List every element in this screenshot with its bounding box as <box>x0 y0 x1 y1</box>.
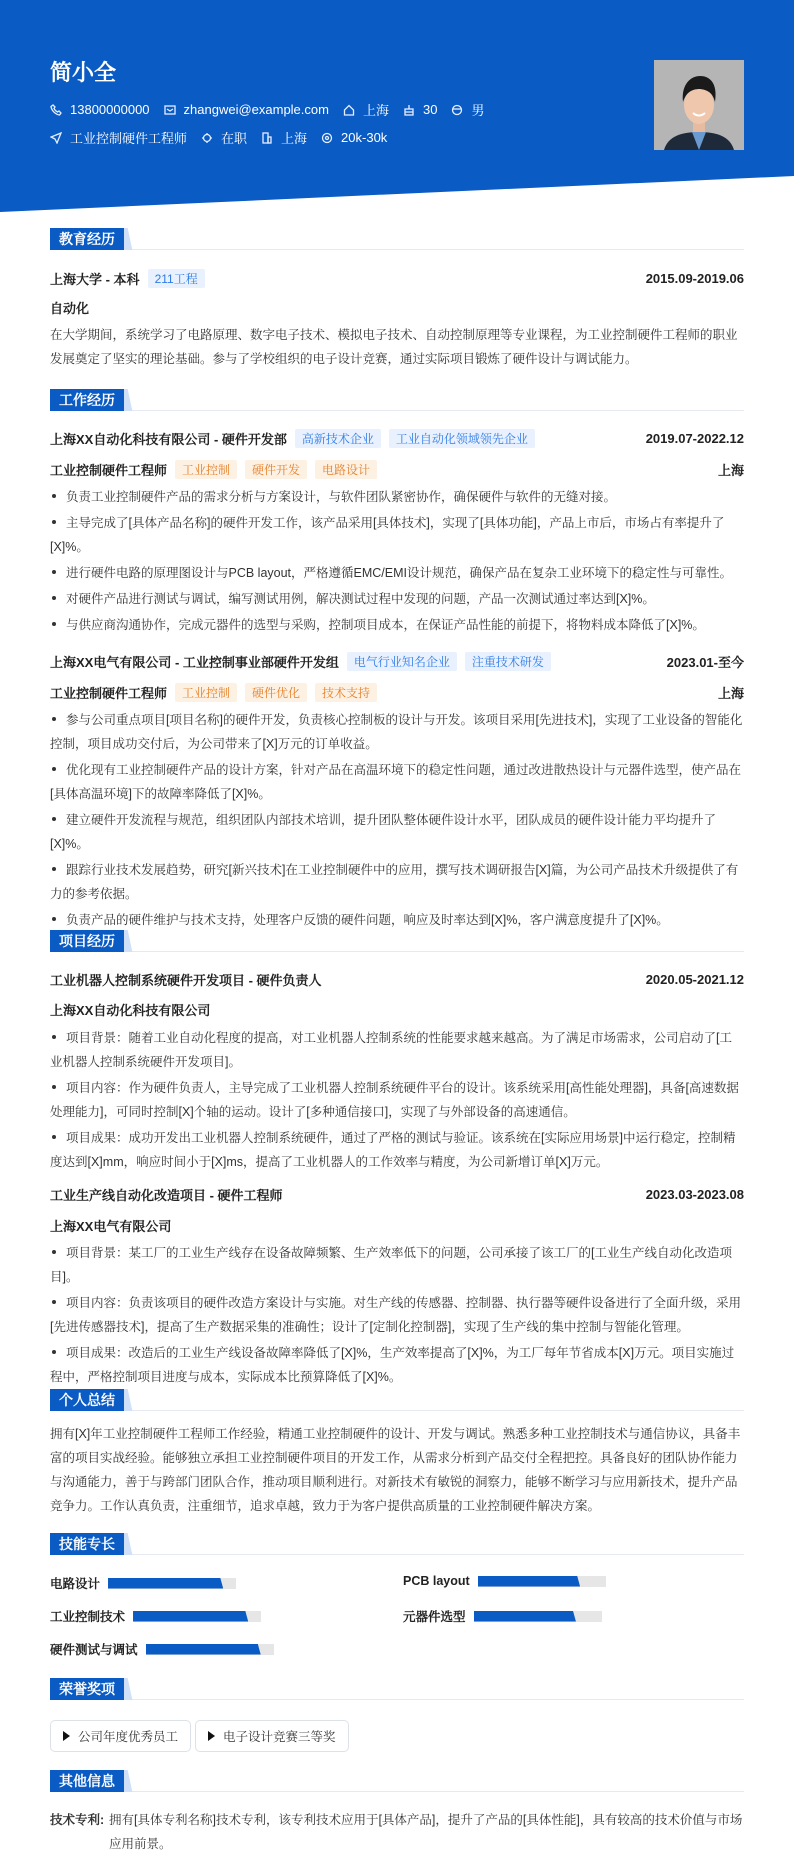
send-icon <box>50 132 62 144</box>
skill-tag: 电路设计 <box>315 460 377 479</box>
school: 上海大学 - 本科 <box>50 271 140 287</box>
skill-tag: 技术支持 <box>315 683 377 702</box>
job-bullets <box>50 485 744 639</box>
project-header <box>50 969 744 989</box>
project-name: 工业生产线自动化改造项目 - 硬件工程师 <box>50 1187 283 1203</box>
list-item: 主导完成了[具体产品名称]的硬件开发工作，该产品采用[具体技术]，实现了[具体功能]，产品上市后，市场占有率提升了[X]%。 <box>50 516 725 554</box>
list-item: 与供应商沟通协作，完成元器件的选型与采购，控制项目成本，在保证产品性能的前提下，将物料成本降低了[X]%。 <box>50 613 744 637</box>
skill-item <box>50 1640 274 1658</box>
project-company <box>50 1215 744 1235</box>
job-intent-row <box>50 128 401 147</box>
skill-bar <box>474 1611 602 1622</box>
skill-item <box>403 1607 602 1625</box>
job-role: 工业控制硬件工程师 <box>50 462 168 478</box>
school-tag: 211工程 <box>148 269 205 288</box>
home-icon <box>343 104 355 116</box>
company-tag: 电气行业知名企业 <box>347 652 457 671</box>
skill-item <box>50 1607 261 1625</box>
section-awards <box>50 1678 744 1700</box>
skill-bar-fill <box>474 1611 576 1622</box>
salary: 20k-30k <box>341 130 388 145</box>
award-text: 公司年度优秀员工 <box>78 1730 179 1744</box>
section-title: 个人总结 <box>50 1389 124 1411</box>
skill-bar-fill <box>108 1578 223 1589</box>
section-other <box>50 1770 744 1792</box>
list-item: 项目内容：作为硬件负责人，主导完成了工业机器人控制系统硬件平台的设计。该系统采用[高性能处理器]，具备[高速数据处理能力]，可同时控制[X]个轴的运动。设计了[多种通信接口]，实现了与外部设备的高速通信。 <box>50 1081 739 1119</box>
avatar-photo <box>654 60 744 150</box>
skill-bar <box>478 1576 606 1587</box>
mail-icon <box>164 104 176 116</box>
age: 30 <box>422 102 438 117</box>
patent-row <box>50 1808 744 1856</box>
gender: 男 <box>471 103 485 118</box>
project-header <box>50 1184 744 1204</box>
gender-icon <box>451 104 463 116</box>
salary-icon <box>321 132 333 144</box>
section-title: 教育经历 <box>50 228 124 250</box>
list-item: 对硬件产品进行测试与调试，编写测试用例，解决测试过程中发现的问题，产品一次测试通过率达到[X]%。 <box>50 587 744 611</box>
project-date: 2023.03-2023.08 <box>645 1186 744 1202</box>
skill-bar-fill <box>478 1576 580 1587</box>
list-item: 参与公司重点项目[项目名称]的硬件开发，负责核心控制板的设计与开发。该项目采用[先进技术]，实现了工业设备的智能化控制，项目成功交付后，为公司带来了[X]万元的订单收益。 <box>50 713 743 751</box>
section-skills <box>50 1533 744 1555</box>
project-name: 工业机器人控制系统硬件开发项目 - 硬件负责人 <box>50 972 322 988</box>
major-text: 自动化 <box>50 300 90 316</box>
skill-name: 电路设计 <box>50 1577 101 1591</box>
patent-text: 拥有[具体专利名称]技术专利，该专利技术应用于[具体产品]，提升了产品的[具体性能]，具有较高的技术价值与市场应用前景。 <box>109 1813 743 1851</box>
major <box>50 297 744 317</box>
job-city: 上海 <box>717 685 744 701</box>
list-item: 负责产品的硬件维护与技术支持，处理客户反馈的硬件问题，响应及时率达到[X]%，客户满意度提升了[X]%。 <box>50 908 744 932</box>
job-bullets <box>50 708 744 934</box>
section-education <box>50 228 744 250</box>
skill-name: 工业控制技术 <box>50 1610 126 1624</box>
list-item: 项目成果：改造后的工业生产线设备故障率降低了[X]%，生产效率提高了[X]%，为工厂每年节省成本[X]万元。项目实施过程中，严格控制项目进度与成本，实际成本比预算降低了[X]%。 <box>50 1346 735 1384</box>
list-item: 项目背景：随着工业自动化程度的提高，对工业机器人控制系统的性能要求越来越高。为了满足市场需求，公司启动了[工业机器人控制系统硬件开发项目]。 <box>50 1031 732 1069</box>
skill-bar-fill <box>133 1611 248 1622</box>
job-header <box>50 651 744 671</box>
project-bullets <box>50 1241 744 1391</box>
list-item: 优化现有工业控制硬件产品的设计方案，针对产品在高温环境下的稳定性问题，通过改进散热设计与元器件选型，使产品在[具体高温环境]下的故障率降低了[X]%。 <box>50 763 742 801</box>
job-role-row <box>50 682 744 702</box>
company-tag: 高新技术企业 <box>295 429 381 448</box>
work-city: 上海 <box>281 131 308 146</box>
skill-tag: 工业控制 <box>175 460 237 479</box>
job-city: 上海 <box>717 462 744 478</box>
company: 上海XX电气有限公司 - 工业控制事业部硬件开发组 <box>50 654 339 670</box>
company: 上海XX自动化科技有限公司 - 硬件开发部 <box>50 431 287 447</box>
skill-tag: 工业控制 <box>175 683 237 702</box>
job-role: 工业控制硬件工程师 <box>50 685 168 701</box>
education-date: 2015.09-2019.06 <box>645 270 744 286</box>
skill-name: 硬件测试与调试 <box>50 1643 138 1657</box>
education-row <box>50 268 744 288</box>
age-icon <box>403 104 415 116</box>
skill-bar-fill <box>146 1644 261 1655</box>
award-item <box>50 1720 191 1752</box>
project-date: 2020.05-2021.12 <box>645 971 744 987</box>
list-item: 跟踪行业技术发展趋势，研究[新兴技术]在工业控制硬件中的应用，撰写技术调研报告[X]篇，为公司产品技术升级提供了有力的参考依据。 <box>50 863 739 901</box>
job-header <box>50 428 744 448</box>
education-desc: 在大学期间，系统学习了电路原理、数字电子技术、模拟电子技术、自动控制原理等专业课程，为工业控制硬件工程师的职业发展奠定了坚实的理论基础。参与了学校组织的电子设计竞赛，通过实际项目锻炼了硬件设计与调试能力。 <box>50 328 738 366</box>
project-bullets <box>50 1026 744 1176</box>
skill-name: 元器件选型 <box>403 1610 466 1624</box>
job-role-row <box>50 459 744 479</box>
skill-bar <box>108 1578 236 1589</box>
status-icon <box>201 132 213 144</box>
summary-text: 拥有[X]年工业控制硬件工程师工作经验，精通工业控制硬件的设计、开发与调试。熟悉多种工业控制技术与通信协议，具备丰富的项目实战经验。能够独立承担工业控制硬件项目的开发工作，从需求分析到产品交付全程把控。具备良好的团队协作能力与沟通能力，善于与跨部门团队合作，推动项目顺利进行。对新技术有敏锐的洞察力，能够不断学习与应用新技术，提升产品竞争力。工作认真负责，注重细节，追求卓越，致力于为客户提供高质量的工业控制硬件解决方案。 <box>50 1427 741 1513</box>
skill-item <box>50 1574 236 1592</box>
section-projects <box>50 930 744 952</box>
skill-tag: 硬件优化 <box>245 683 307 702</box>
company-tag: 注重技术研发 <box>465 652 551 671</box>
list-item: 项目成果：成功开发出工业机器人控制系统硬件，通过了严格的测试与验证。该系统在[实际应用场景]中运行稳定，控制精度达到[X]mm，响应时间小于[X]ms，提高了工业机器人的工作效率与精度，为公司新增订单[X]万元。 <box>50 1131 736 1169</box>
section-title: 工作经历 <box>50 389 124 411</box>
contact-row <box>50 100 498 119</box>
skill-bar <box>133 1611 261 1622</box>
project-company-text: 上海XX自动化科技有限公司 <box>50 1002 211 1018</box>
section-title: 技能专长 <box>50 1533 124 1555</box>
section-title: 其他信息 <box>50 1770 124 1792</box>
section-title: 荣誉奖项 <box>50 1678 124 1700</box>
job-status: 在职 <box>221 131 248 146</box>
email: zhangwei@example.com <box>183 102 329 117</box>
list-item: 建立硬件开发流程与规范，组织团队内部技术培训，提升团队整体硬件设计水平，团队成员的硬件设计能力平均提升了[X]%。 <box>50 813 717 851</box>
section-summary <box>50 1389 744 1411</box>
building-icon <box>261 132 273 144</box>
triangle-right-icon <box>63 1731 70 1741</box>
triangle-right-icon <box>208 1731 215 1741</box>
award-text: 电子设计竞赛三等奖 <box>223 1730 336 1744</box>
job-date: 2023.01-至今 <box>666 654 744 670</box>
skill-bar <box>146 1644 274 1655</box>
project-company-text: 上海XX电气有限公司 <box>50 1218 172 1234</box>
city: 上海 <box>362 103 389 118</box>
skill-item <box>403 1574 606 1588</box>
company-tag: 工业自动化领域领先企业 <box>389 429 535 448</box>
project-company <box>50 999 744 1019</box>
skill-tag: 硬件开发 <box>245 460 307 479</box>
candidate-name: 简小全 <box>50 60 117 85</box>
target-position: 工业控制硬件工程师 <box>70 131 188 146</box>
section-work <box>50 389 744 411</box>
list-item: 项目内容：负责该项目的硬件改造方案设计与实施。对生产线的传感器、控制器、执行器等硬件设备进行了全面升级，采用[先进传感器技术]，提高了生产数据采集的准确性；设计了[定制化控制器]，实现了生产线的集中控制与智能化管理。 <box>50 1296 742 1334</box>
list-item: 进行硬件电路的原理图设计与PCB layout，严格遵循EMC/EMI设计规范，确保产品在复杂工业环境下的稳定性与可靠性。 <box>50 561 744 585</box>
award-item <box>195 1720 349 1752</box>
list-item: 负责工业控制硬件产品的需求分析与方案设计，与软件团队紧密协作，确保硬件与软件的无缝对接。 <box>50 485 744 509</box>
patent-label: 技术专利: <box>50 1813 105 1827</box>
phone-icon <box>50 104 62 116</box>
list-item: 项目背景：某工厂的工业生产线存在设备故障频繁、生产效率低下的问题，公司承接了该工厂的[工业生产线自动化改造项目]。 <box>50 1246 732 1284</box>
skill-name: PCB layout <box>403 1574 470 1588</box>
section-title: 项目经历 <box>50 930 124 952</box>
phone: 13800000000 <box>70 102 150 117</box>
job-date: 2019.07-2022.12 <box>645 430 744 446</box>
